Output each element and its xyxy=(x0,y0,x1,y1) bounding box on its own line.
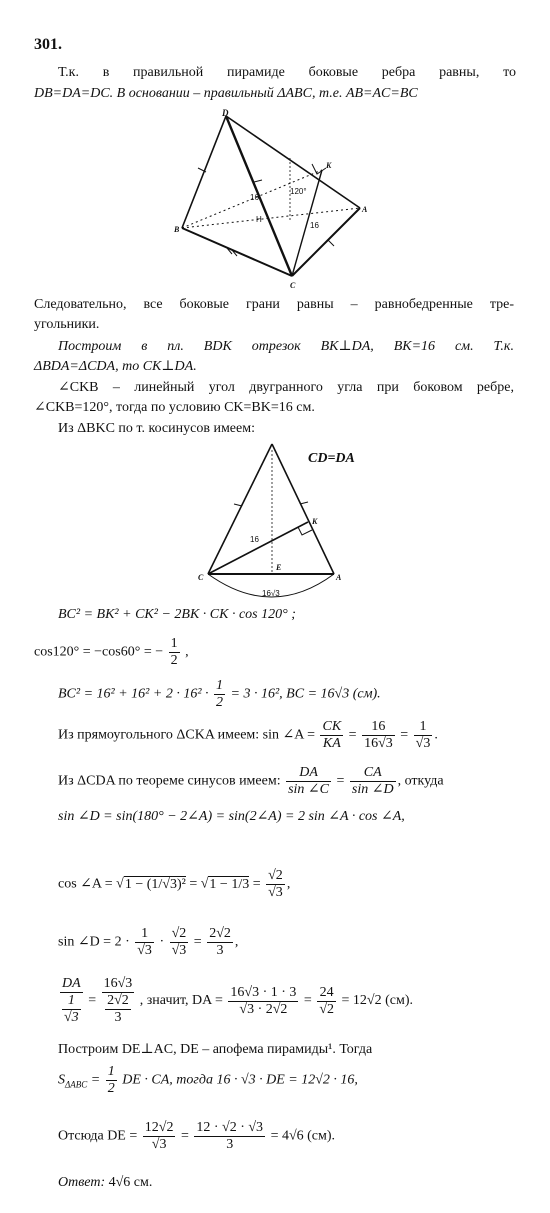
paragraph-3-line-1: Построим в пл. BDK отрезок BK⊥DA, BK=16 см. Т.к. xyxy=(58,339,514,354)
fraction: $\frac{√2}{√3}$ xyxy=(268,868,283,900)
equation-cos120: cos120° = −cos60° = − $\frac{1}{2}$ , xyxy=(34,636,189,668)
paragraph-4-line-1: ∠CKB – линейный угол двугранного угла при боковом ребре, xyxy=(58,380,514,395)
fraction: $\frac{1}{2}$ xyxy=(170,636,178,668)
tick-dc xyxy=(254,180,262,182)
equation-bc-squared: BC² = BK² + CK² − 2BK · CK · cos 120° ; xyxy=(58,607,296,622)
right-angle-mark xyxy=(312,164,326,174)
fraction: $\frac{1}{2}$ xyxy=(107,1064,115,1096)
fraction: $\frac{12√2}{√3}$ xyxy=(144,1120,174,1152)
paragraph-1-line-2: DB=DA=DC. В основании – правильный ΔABC, т.е. AB=AC=BC xyxy=(34,86,418,101)
right-angle-mark xyxy=(298,527,312,535)
fraction: $\frac{CA}{\sin \angle D}$ xyxy=(351,765,394,797)
label-e: E xyxy=(276,563,282,572)
equation-area: $S_{\Delta ABC}$ = $\frac{1}{2}$ DE · CA, тогда 16 · √3 · DE = 12√2 · 16, xyxy=(58,1064,358,1096)
pyramid-figure xyxy=(170,108,370,290)
edge-db xyxy=(182,116,226,228)
tick-da xyxy=(300,502,308,504)
equation-sines: Из ΔCDA по теореме синусов имеем: $\frac{DA}{\sin \angle C}$ = $\frac{CA}{\sin \angle D}$ , откуда xyxy=(58,765,444,797)
fraction: $\frac{16√3}{\frac{2√2}{3}}$ xyxy=(103,976,133,1025)
label-base-length: 16√3 xyxy=(262,589,280,598)
triangle-figure xyxy=(194,440,384,610)
fraction: $\frac{DA}{\sin \angle C}$ xyxy=(288,765,329,797)
fraction: $\frac{2√2}{3}$ xyxy=(209,926,231,958)
side-dc xyxy=(208,444,272,574)
fraction: $\frac{DA}{\frac{1}{√3}}$ xyxy=(60,976,83,1026)
label-angle: 120° xyxy=(290,187,307,196)
fraction: $\frac{√2}{√3}$ xyxy=(171,926,187,958)
fraction: $\frac{16}{16√3}$ xyxy=(364,719,393,751)
label-ck: 16 xyxy=(310,221,319,230)
label-c: C xyxy=(290,281,296,290)
label-a: A xyxy=(336,573,342,582)
label-k: K xyxy=(326,161,332,170)
tick-dc xyxy=(234,504,242,506)
label-b: B xyxy=(174,225,180,234)
fraction: $\frac{16√3 \cdot 1 \cdot 3}{√3 \cdot 2√2}$ xyxy=(230,984,297,1017)
paragraph-6: Построим DE⊥AC, DE – апофема пирамиды¹. Тогда xyxy=(58,1042,373,1057)
equation-sin-d-value: sin ∠D = 2 · $\frac{1}{√3}$ · $\frac{√2}{√3}$ = $\frac{2√2}{3}$ , xyxy=(58,926,239,958)
answer-value: 4√6 см. xyxy=(108,1175,153,1190)
label-k: K xyxy=(312,517,318,526)
segment-ck xyxy=(208,522,308,574)
label-ck-length: 16 xyxy=(250,535,259,544)
label-mid: H xyxy=(256,215,262,224)
equation-cos-a: cos ∠A = √1 − (1/√3)² = √1 − 1/3 = $\frac{√2}{√3}$ , xyxy=(58,868,291,900)
problem-number: 301. xyxy=(34,36,62,53)
paragraph-2-line-1: Следовательно, все боковые грани равны – равнобедренные тре- xyxy=(34,297,514,312)
answer-label: Ответ: xyxy=(58,1175,106,1190)
equation-da: $\frac{DA}{\frac{1}{√3}}$ = $\frac{16√3}{\frac{2√2}{3}}$ , значит, DA = $\frac{16√3 \cdot 1 \cdot 3}{√3 \cdot 2√2}$ = $\frac{24}{√2}$ = 12√2 (см). xyxy=(62,976,413,1025)
label-a: A xyxy=(362,205,368,214)
fraction: $\frac{12 \cdot √2 \cdot √3}{3}$ xyxy=(196,1120,264,1152)
paragraph-1-line-1: Т.к. в правильной пирамиде боковые ребра равны, то xyxy=(58,65,516,80)
fraction: $\frac{1}{2}$ xyxy=(216,678,224,710)
fraction: $\frac{1}{√3}$ xyxy=(137,926,152,958)
figure-title: CD=DA xyxy=(308,451,355,466)
paragraph-3-line-2: ΔBDA=ΔCDA, то CK⊥DA. xyxy=(34,359,197,374)
paragraph-4-line-2: ∠CKB=120°, тогда по условию CK=BK=16 см. xyxy=(34,400,315,415)
fraction: $\frac{1}{√3}$ xyxy=(415,719,431,751)
equation-sin-d: sin ∠D = sin(180° − 2∠A) = sin(2∠A) = 2 sin ∠A · cos ∠A, xyxy=(58,809,405,824)
fraction: $\frac{24}{√2}$ xyxy=(319,984,335,1017)
label-c: C xyxy=(198,573,204,582)
equation-sin-a: Из прямоугольного ΔCKA имеем: sin ∠A = $\frac{CK}{KA}$ = $\frac{16}{16√3}$ = $\frac{1}{√3}$ . xyxy=(58,719,438,751)
label-bk: 16 xyxy=(250,193,259,202)
answer xyxy=(58,1174,152,1192)
fraction: $\frac{CK}{KA}$ xyxy=(322,719,342,751)
label-d: D xyxy=(222,108,229,118)
paragraph-2-line-2: угольники. xyxy=(34,317,100,332)
equation-bc-value: BC² = 16² + 16² + 2 · 16² · $\frac{1}{2}$ = 3 · 16², BC = 16√3 (см). xyxy=(58,678,381,710)
equation-de: Отсюда DE = $\frac{12√2}{√3}$ = $\frac{12 \cdot √2 \cdot √3}{3}$ = 4√6 (см). xyxy=(58,1120,336,1152)
paragraph-5: Из ΔBKC по т. косинусов имеем: xyxy=(58,421,255,436)
tick-ca xyxy=(328,240,334,246)
